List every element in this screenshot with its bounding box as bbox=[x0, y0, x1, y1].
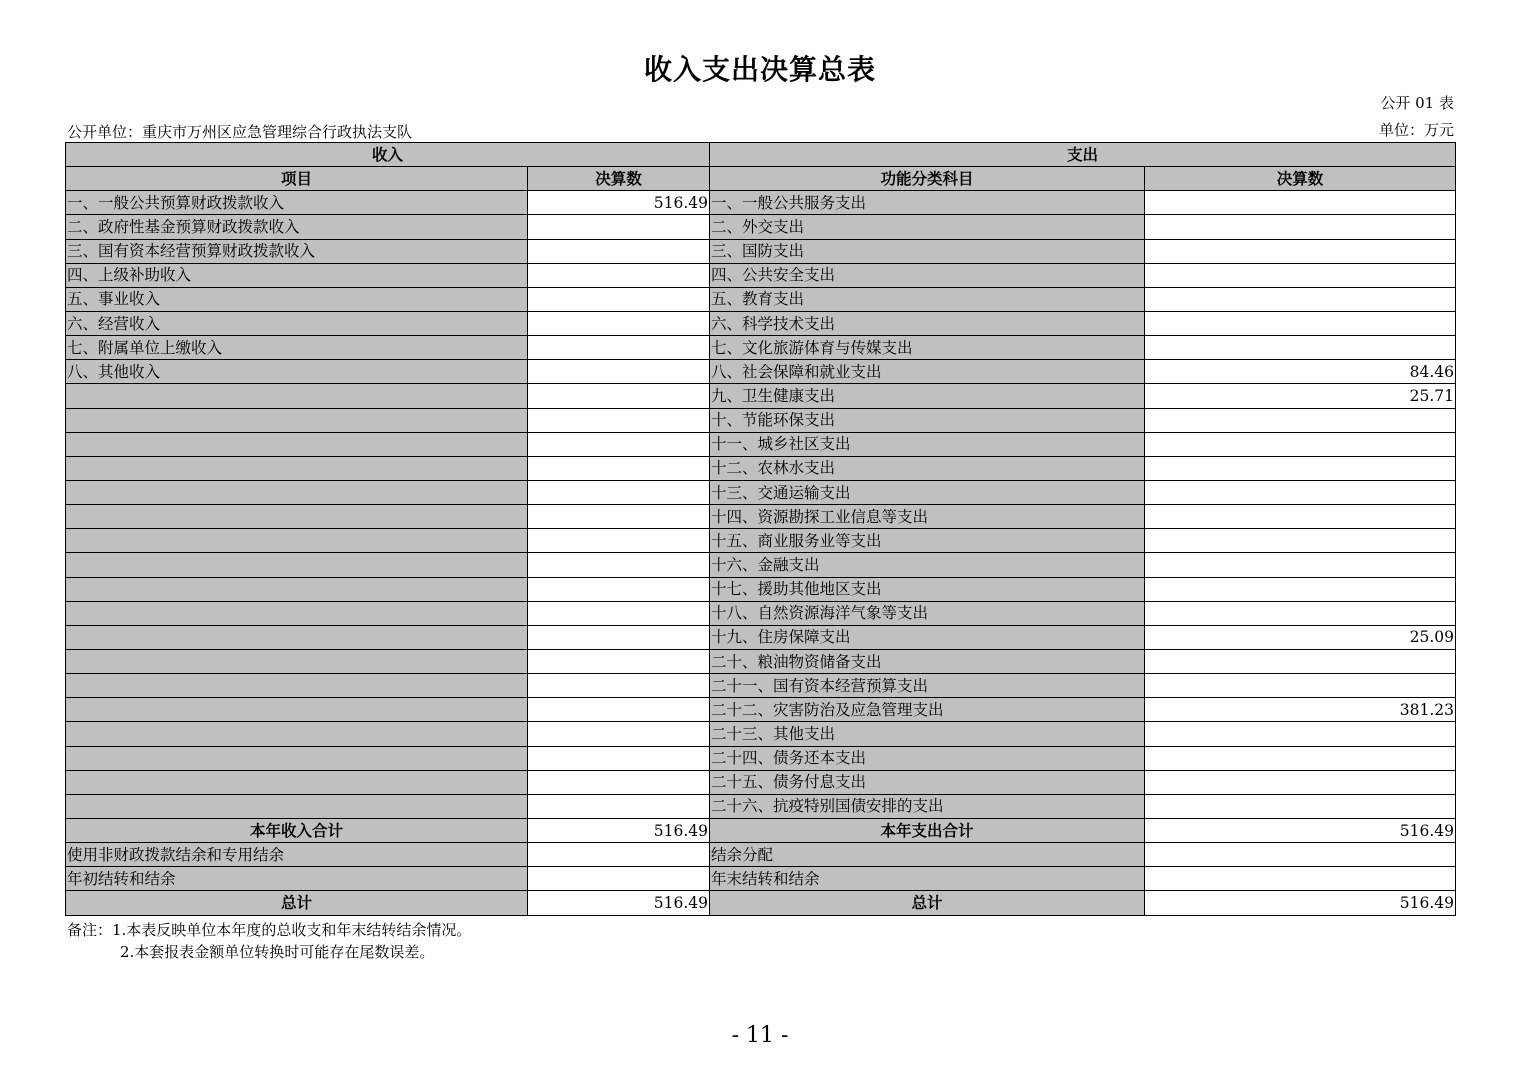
expense-item-cell: 二十二、灾害防治及应急管理支出 bbox=[710, 698, 1145, 722]
income-item-cell: 五、事业收入 bbox=[66, 287, 528, 311]
expense-amount-cell: 381.23 bbox=[1145, 698, 1456, 722]
expense-amount-cell bbox=[1145, 408, 1456, 432]
expense-item-cell: 十七、援助其他地区支出 bbox=[710, 577, 1145, 601]
expense-item-cell: 一、一般公共服务支出 bbox=[710, 191, 1145, 215]
page-title: 收入支出决算总表 bbox=[643, 53, 876, 86]
expense-amount-cell: 25.09 bbox=[1145, 625, 1456, 649]
expense-amount-cell bbox=[1145, 215, 1456, 239]
income-amount-cell bbox=[528, 432, 710, 456]
expense-amount-cell bbox=[1145, 577, 1456, 601]
expense-amount-cell bbox=[1145, 239, 1456, 263]
income-item-cell bbox=[66, 384, 528, 408]
expense-amount-cell: 25.71 bbox=[1145, 384, 1456, 408]
income-amount-cell bbox=[528, 505, 710, 529]
income-item-cell: 二、政府性基金预算财政拨款收入 bbox=[66, 215, 528, 239]
carryover-row bbox=[66, 867, 1456, 891]
expense-item-cell: 十一、城乡社区支出 bbox=[710, 432, 1145, 456]
expense-item-cell: 二十四、债务还本支出 bbox=[710, 746, 1145, 770]
nonfiscal-label: 使用非财政拨款结余和专用结余 bbox=[66, 843, 528, 867]
income-amount-cell bbox=[528, 698, 710, 722]
income-amount-cell bbox=[528, 456, 710, 480]
expense-amount-cell bbox=[1145, 456, 1456, 480]
income-item-cell: 八、其他收入 bbox=[66, 360, 528, 384]
expense-item-cell: 二十一、国有资本经营预算支出 bbox=[710, 674, 1145, 698]
expense-item-cell: 三、国防支出 bbox=[710, 239, 1145, 263]
income-item-cell bbox=[66, 553, 528, 577]
expense-item-cell: 九、卫生健康支出 bbox=[710, 384, 1145, 408]
expense-amount-cell bbox=[1145, 722, 1456, 746]
expense-item-cell: 十、节能环保支出 bbox=[710, 408, 1145, 432]
expense-amount-cell bbox=[1145, 601, 1456, 625]
income-item-cell bbox=[66, 601, 528, 625]
expense-group-header: 支出 bbox=[710, 143, 1456, 167]
budget-summary-table bbox=[65, 142, 1456, 916]
footnote-2: 2.本套报表金额单位转换时可能存在尾数误差。 bbox=[120, 943, 435, 961]
expense-amount-cell bbox=[1145, 770, 1456, 794]
income-amount-cell bbox=[528, 746, 710, 770]
income-item-cell bbox=[66, 625, 528, 649]
page-number: - 11 - bbox=[731, 1023, 789, 1048]
beginning-balance-label: 年初结转和结余 bbox=[66, 867, 528, 891]
expense-item-cell: 八、社会保障和就业支出 bbox=[710, 360, 1145, 384]
expense-item-cell: 六、科学技术支出 bbox=[710, 311, 1145, 335]
expense-item-cell: 十八、自然资源海洋气象等支出 bbox=[710, 601, 1145, 625]
income-amount-cell bbox=[528, 263, 710, 287]
income-item-cell bbox=[66, 529, 528, 553]
income-item-cell: 三、国有资本经营预算财政拨款收入 bbox=[66, 239, 528, 263]
expense-amount-cell bbox=[1145, 529, 1456, 553]
expense-total-label: 本年支出合计 bbox=[710, 818, 1145, 842]
expense-item-cell: 二十三、其他支出 bbox=[710, 722, 1145, 746]
expense-amount-cell bbox=[1145, 287, 1456, 311]
income-item-cell bbox=[66, 480, 528, 504]
table-row bbox=[66, 408, 1456, 432]
income-amount-cell bbox=[528, 215, 710, 239]
income-amount-cell bbox=[528, 577, 710, 601]
income-item-cell: 一、一般公共预算财政拨款收入 bbox=[66, 191, 528, 215]
table-row bbox=[66, 191, 1456, 215]
expense-item-cell: 十三、交通运输支出 bbox=[710, 480, 1145, 504]
income-item-cell bbox=[66, 505, 528, 529]
table-row bbox=[66, 674, 1456, 698]
table-row bbox=[66, 770, 1456, 794]
expense-amount-cell bbox=[1145, 311, 1456, 335]
expense-class-header: 功能分类科目 bbox=[710, 167, 1145, 191]
expense-amount-cell bbox=[1145, 336, 1456, 360]
expense-item-cell: 四、公共安全支出 bbox=[710, 263, 1145, 287]
grand-income-label: 总计 bbox=[66, 891, 528, 915]
table-row bbox=[66, 625, 1456, 649]
income-amount-cell bbox=[528, 625, 710, 649]
income-item-cell: 七、附属单位上缴收入 bbox=[66, 336, 528, 360]
income-item-cell bbox=[66, 577, 528, 601]
table-row bbox=[66, 215, 1456, 239]
expense-item-cell: 十四、资源勘探工业信息等支出 bbox=[710, 505, 1145, 529]
income-amount-cell bbox=[528, 384, 710, 408]
beginning-balance-value bbox=[528, 867, 710, 891]
income-item-cell bbox=[66, 698, 528, 722]
reporting-unit: 公开单位：重庆市万州区应急管理综合行政执法支队 bbox=[67, 123, 413, 141]
income-item-cell bbox=[66, 432, 528, 456]
income-item-header: 项目 bbox=[66, 167, 528, 191]
income-item-cell bbox=[66, 649, 528, 673]
table-row bbox=[66, 746, 1456, 770]
nonfiscal-row bbox=[66, 843, 1456, 867]
income-total-label: 本年收入合计 bbox=[66, 818, 528, 842]
income-amount-cell bbox=[528, 722, 710, 746]
table-row bbox=[66, 698, 1456, 722]
income-amount-cell bbox=[528, 529, 710, 553]
surplus-distribution-label: 结余分配 bbox=[710, 843, 1145, 867]
nonfiscal-value bbox=[528, 843, 710, 867]
income-amount-cell bbox=[528, 601, 710, 625]
expense-item-cell: 十九、住房保障支出 bbox=[710, 625, 1145, 649]
expense-amount-cell bbox=[1145, 505, 1456, 529]
income-amount-cell bbox=[528, 794, 710, 818]
table-row bbox=[66, 336, 1456, 360]
expense-item-cell: 二十六、抗疫特别国债安排的支出 bbox=[710, 794, 1145, 818]
form-number: 公开 01 表 bbox=[1380, 94, 1454, 112]
table-row bbox=[66, 239, 1456, 263]
income-amount-cell bbox=[528, 408, 710, 432]
table-row bbox=[66, 553, 1456, 577]
grand-total-row bbox=[66, 891, 1456, 915]
income-amount-cell bbox=[528, 770, 710, 794]
table-body bbox=[66, 143, 1456, 819]
expense-item-cell: 二十、粮油物资储备支出 bbox=[710, 649, 1145, 673]
income-total-value: 516.49 bbox=[528, 818, 710, 842]
table-summary bbox=[66, 818, 1456, 915]
table-row bbox=[66, 384, 1456, 408]
table-row bbox=[66, 432, 1456, 456]
income-item-cell bbox=[66, 794, 528, 818]
table-row bbox=[66, 722, 1456, 746]
expense-item-cell: 十二、农林水支出 bbox=[710, 456, 1145, 480]
expense-item-cell: 十六、金融支出 bbox=[710, 553, 1145, 577]
annual-total-row bbox=[66, 818, 1456, 842]
expense-amount-cell bbox=[1145, 432, 1456, 456]
income-amount-cell bbox=[528, 360, 710, 384]
expense-amount-cell bbox=[1145, 263, 1456, 287]
income-item-cell bbox=[66, 770, 528, 794]
table-row bbox=[66, 263, 1456, 287]
income-amount-cell: 516.49 bbox=[528, 191, 710, 215]
grand-expense-label: 总计 bbox=[710, 891, 1145, 915]
income-item-cell bbox=[66, 746, 528, 770]
income-item-cell bbox=[66, 408, 528, 432]
table-row bbox=[66, 577, 1456, 601]
ending-balance-label: 年末结转和结余 bbox=[710, 867, 1145, 891]
grand-income-value: 516.49 bbox=[528, 891, 710, 915]
income-group-header: 收入 bbox=[66, 143, 710, 167]
expense-item-cell: 十五、商业服务业等支出 bbox=[710, 529, 1145, 553]
expense-amount-cell bbox=[1145, 191, 1456, 215]
table-row bbox=[66, 649, 1456, 673]
table-row bbox=[66, 601, 1456, 625]
income-amount-cell bbox=[528, 287, 710, 311]
expense-amount-cell: 84.46 bbox=[1145, 360, 1456, 384]
expense-item-cell: 五、教育支出 bbox=[710, 287, 1145, 311]
ending-balance-value bbox=[1145, 867, 1456, 891]
grand-expense-value: 516.49 bbox=[1145, 891, 1456, 915]
income-amount-cell bbox=[528, 649, 710, 673]
income-amount-cell bbox=[528, 674, 710, 698]
income-amount-cell bbox=[528, 336, 710, 360]
surplus-distribution-value bbox=[1145, 843, 1456, 867]
table-row bbox=[66, 360, 1456, 384]
expense-amount-header: 决算数 bbox=[1145, 167, 1456, 191]
footnotes bbox=[67, 919, 471, 963]
expense-amount-cell bbox=[1145, 794, 1456, 818]
table-row bbox=[66, 456, 1456, 480]
income-amount-cell bbox=[528, 553, 710, 577]
income-item-cell bbox=[66, 674, 528, 698]
income-item-cell: 四、上级补助收入 bbox=[66, 263, 528, 287]
expense-amount-cell bbox=[1145, 480, 1456, 504]
expense-total-value: 516.49 bbox=[1145, 818, 1456, 842]
income-amount-header: 决算数 bbox=[528, 167, 710, 191]
table-row bbox=[66, 505, 1456, 529]
expense-item-cell: 二十五、债务付息支出 bbox=[710, 770, 1145, 794]
expense-amount-cell bbox=[1145, 746, 1456, 770]
column-header-row bbox=[66, 167, 1456, 191]
income-amount-cell bbox=[528, 480, 710, 504]
income-amount-cell bbox=[528, 239, 710, 263]
table-row bbox=[66, 794, 1456, 818]
table-row bbox=[66, 529, 1456, 553]
income-item-cell: 六、经营收入 bbox=[66, 311, 528, 335]
expense-item-cell: 二、外交支出 bbox=[710, 215, 1145, 239]
expense-amount-cell bbox=[1145, 649, 1456, 673]
income-amount-cell bbox=[528, 311, 710, 335]
income-item-cell bbox=[66, 456, 528, 480]
expense-amount-cell bbox=[1145, 553, 1456, 577]
currency-unit: 单位：万元 bbox=[1378, 121, 1454, 139]
income-item-cell bbox=[66, 722, 528, 746]
table-row bbox=[66, 311, 1456, 335]
group-header-row bbox=[66, 143, 1456, 167]
expense-item-cell: 七、文化旅游体育与传媒支出 bbox=[710, 336, 1145, 360]
table-row bbox=[66, 480, 1456, 504]
table-row bbox=[66, 287, 1456, 311]
expense-amount-cell bbox=[1145, 674, 1456, 698]
footnote-1: 备注：1.本表反映单位本年度的总收支和年末结转结余情况。 bbox=[67, 921, 472, 939]
